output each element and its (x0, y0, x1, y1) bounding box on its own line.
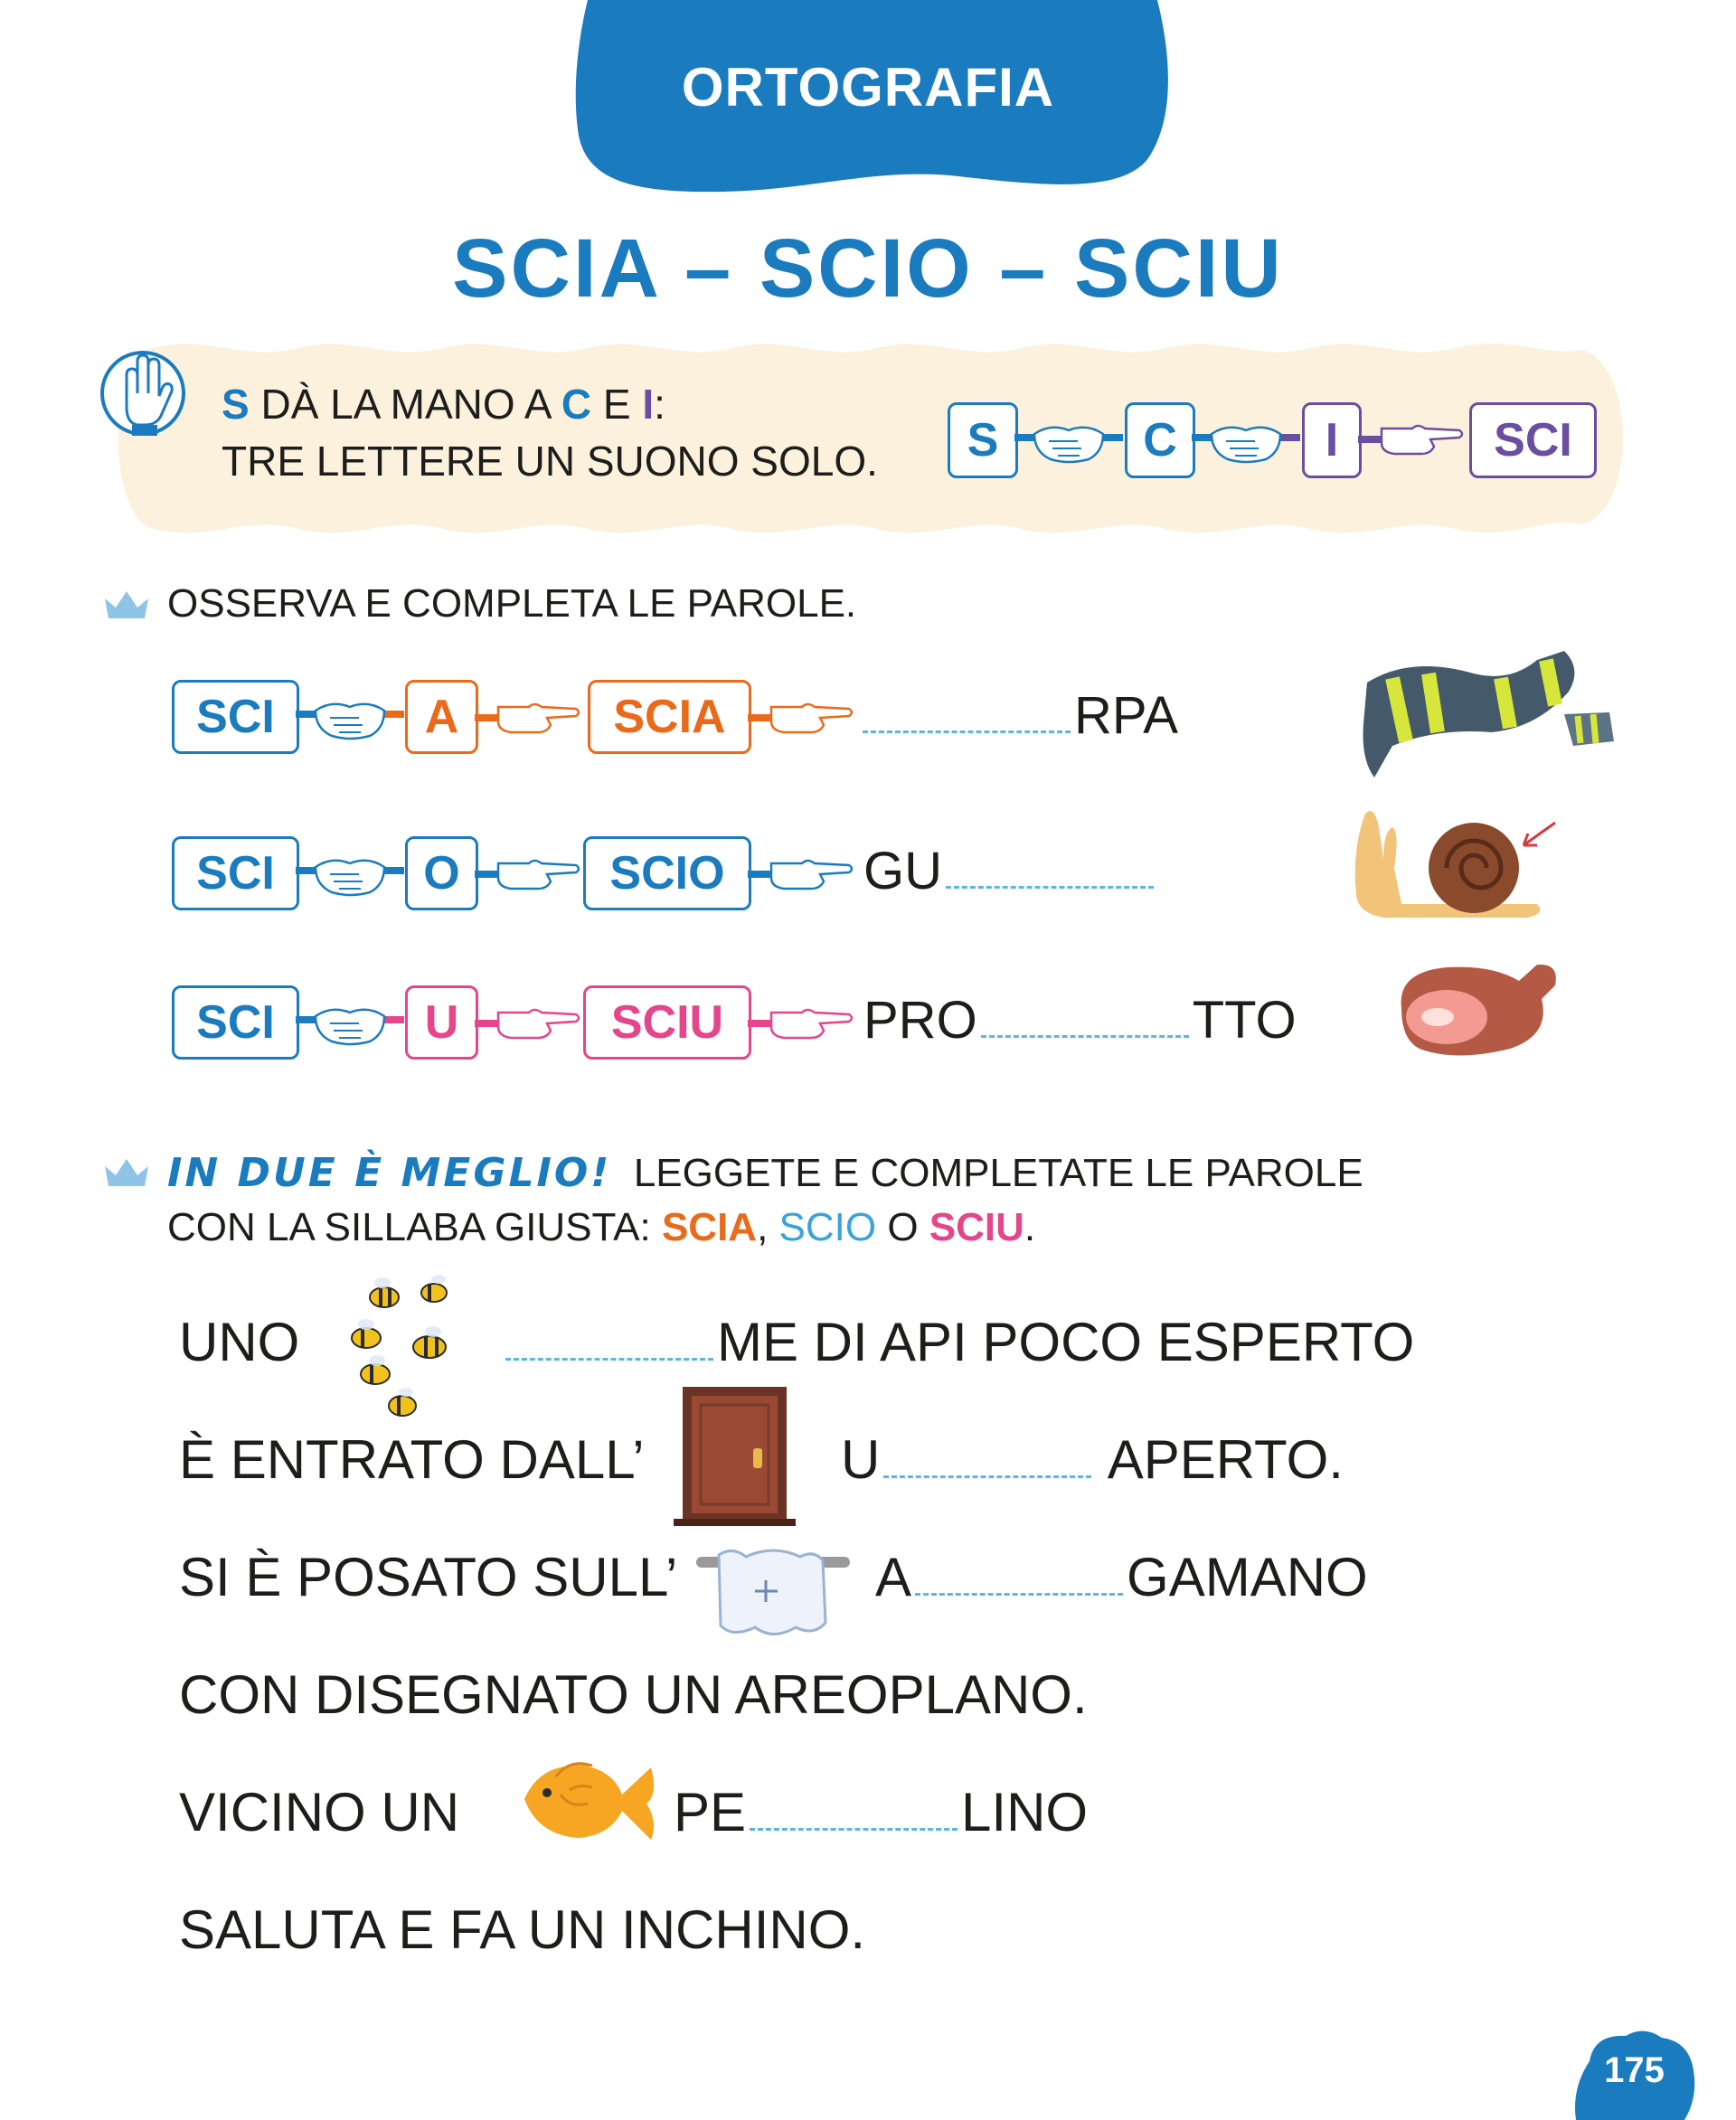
row1-blank[interactable] (863, 723, 1071, 733)
rule-letter-s: S (222, 381, 250, 428)
rule-letter-i: I (642, 381, 655, 428)
door-picture (674, 1383, 796, 1528)
poem-line-4: CON DISEGNATO UN AREOPLANO. (179, 1664, 1088, 1725)
poem-line-1-start: UNO (179, 1312, 300, 1372)
row2-sci-box: SCI (172, 836, 299, 910)
rule-letter-c: C (561, 381, 592, 428)
punctuation: . (1024, 1205, 1036, 1249)
handshake-icon (1192, 418, 1300, 467)
page-number: 175 (1604, 2050, 1665, 2090)
pointing-hand-icon (748, 698, 856, 739)
pointing-hand-icon (475, 854, 583, 895)
row1-word-end: RPA (1074, 686, 1178, 745)
row2-result-box: SCIO (583, 836, 751, 910)
exercise1-instruction: OSSERVA E COMPLETA LE PAROLE. (167, 581, 857, 626)
crown-icon (101, 588, 152, 624)
section-label: ORTOGRAFIA (681, 57, 1055, 118)
row3-result-box: SCIU (583, 985, 751, 1060)
row2-word (863, 841, 1157, 901)
crown-icon (101, 1155, 152, 1192)
poem-line-5-start-syllable: PE (674, 1782, 747, 1842)
poem-line-5-word (674, 1781, 1088, 1843)
syllable-sciu: SCIU (929, 1205, 1024, 1249)
row3-word-start: PRO (863, 991, 977, 1050)
chain-box-i: I (1302, 402, 1362, 478)
conjunction: O (876, 1205, 929, 1249)
poem-line-3-start-syllable: A (875, 1547, 912, 1607)
poem-line-2-end: APERTO. (1095, 1429, 1344, 1490)
row3-sci-box: SCI (172, 985, 299, 1060)
pointing-hand-icon (748, 854, 856, 895)
punctuation: , (757, 1205, 779, 1249)
rule-text: E (591, 381, 643, 428)
towel-picture (692, 1537, 854, 1645)
row3-word-end: TTO (1192, 991, 1297, 1050)
row1-word (859, 685, 1178, 746)
row1-sci-box: SCI (172, 680, 299, 754)
poem-line-1-word (502, 1311, 1414, 1373)
rule-line-1 (222, 380, 665, 429)
syllable-scia: SCIA (661, 1205, 758, 1249)
poem-line-3-start: SI È POSATO SULL’ (179, 1547, 678, 1607)
syllable-scio: SCIO (778, 1205, 877, 1249)
row3-word (863, 990, 1297, 1051)
snail-picture (1347, 796, 1564, 922)
raised-hand-icon (98, 344, 188, 452)
poem-line-6: SALUTA E FA UN INCHINO. (179, 1899, 866, 1960)
exercise2-instruction-line1 (167, 1150, 1363, 1196)
bee-swarm-picture (339, 1270, 475, 1424)
poem-line-1-end: ME DI API POCO ESPERTO (717, 1312, 1415, 1372)
poem-line-3-end: GAMANO (1127, 1547, 1368, 1607)
chain-box-c: C (1125, 402, 1195, 478)
poem-line-2-start-syllable: U (841, 1429, 881, 1490)
rule-text: : (654, 381, 665, 428)
poem-line-3-word (875, 1546, 1368, 1608)
row1-result-box: SCIA (588, 680, 751, 754)
row2-word-start: GU (863, 842, 942, 900)
poem-line-2-blank[interactable] (883, 1468, 1091, 1478)
chain-box-s: S (948, 402, 1018, 478)
pointing-hand-icon (475, 1003, 583, 1044)
poem-line-5-blank[interactable] (750, 1821, 958, 1831)
fish-picture (506, 1740, 660, 1858)
scarf-picture (1356, 642, 1628, 787)
poem-line-5-end: LINO (961, 1782, 1089, 1842)
handshake-icon (296, 851, 404, 900)
poem-line-2-word (841, 1428, 1344, 1491)
handshake-icon (296, 1000, 404, 1050)
poem-line-3-blank[interactable] (915, 1586, 1123, 1596)
exercise2-instruction-a: LEGGETE E COMPLETATE LE PAROLE (633, 1151, 1363, 1195)
pointing-hand-icon (1358, 419, 1467, 460)
pointing-hand-icon (475, 698, 583, 739)
ham-picture (1383, 954, 1564, 1062)
page-title: SCIA – SCIO – SCIU (452, 222, 1284, 315)
handshake-icon (296, 694, 404, 744)
rule-text: DÀ LA MANO A (249, 381, 561, 428)
rule-line-2: TRE LETTERE UN SUONO SOLO. (222, 438, 878, 485)
row3-vowel-box: U (405, 985, 478, 1060)
handshake-icon (1014, 418, 1123, 467)
exercise2-label: IN DUE È MEGLIO! (167, 1150, 612, 1196)
row2-vowel-box: O (405, 836, 478, 910)
poem-line-1-blank[interactable] (505, 1351, 713, 1361)
row2-blank[interactable] (946, 879, 1154, 889)
exercise2-instruction-line2 (167, 1205, 1035, 1250)
row1-vowel-box: A (405, 680, 478, 754)
poem-line-5-start: VICINO UN (179, 1782, 460, 1842)
poem-line-2-start: È ENTRATO DALL’ (179, 1429, 645, 1490)
exercise2-instruction-b: CON LA SILLABA GIUSTA: (167, 1205, 662, 1249)
chain-box-sci: SCI (1469, 402, 1597, 478)
pointing-hand-icon (748, 1003, 856, 1044)
row3-blank[interactable] (981, 1028, 1189, 1038)
